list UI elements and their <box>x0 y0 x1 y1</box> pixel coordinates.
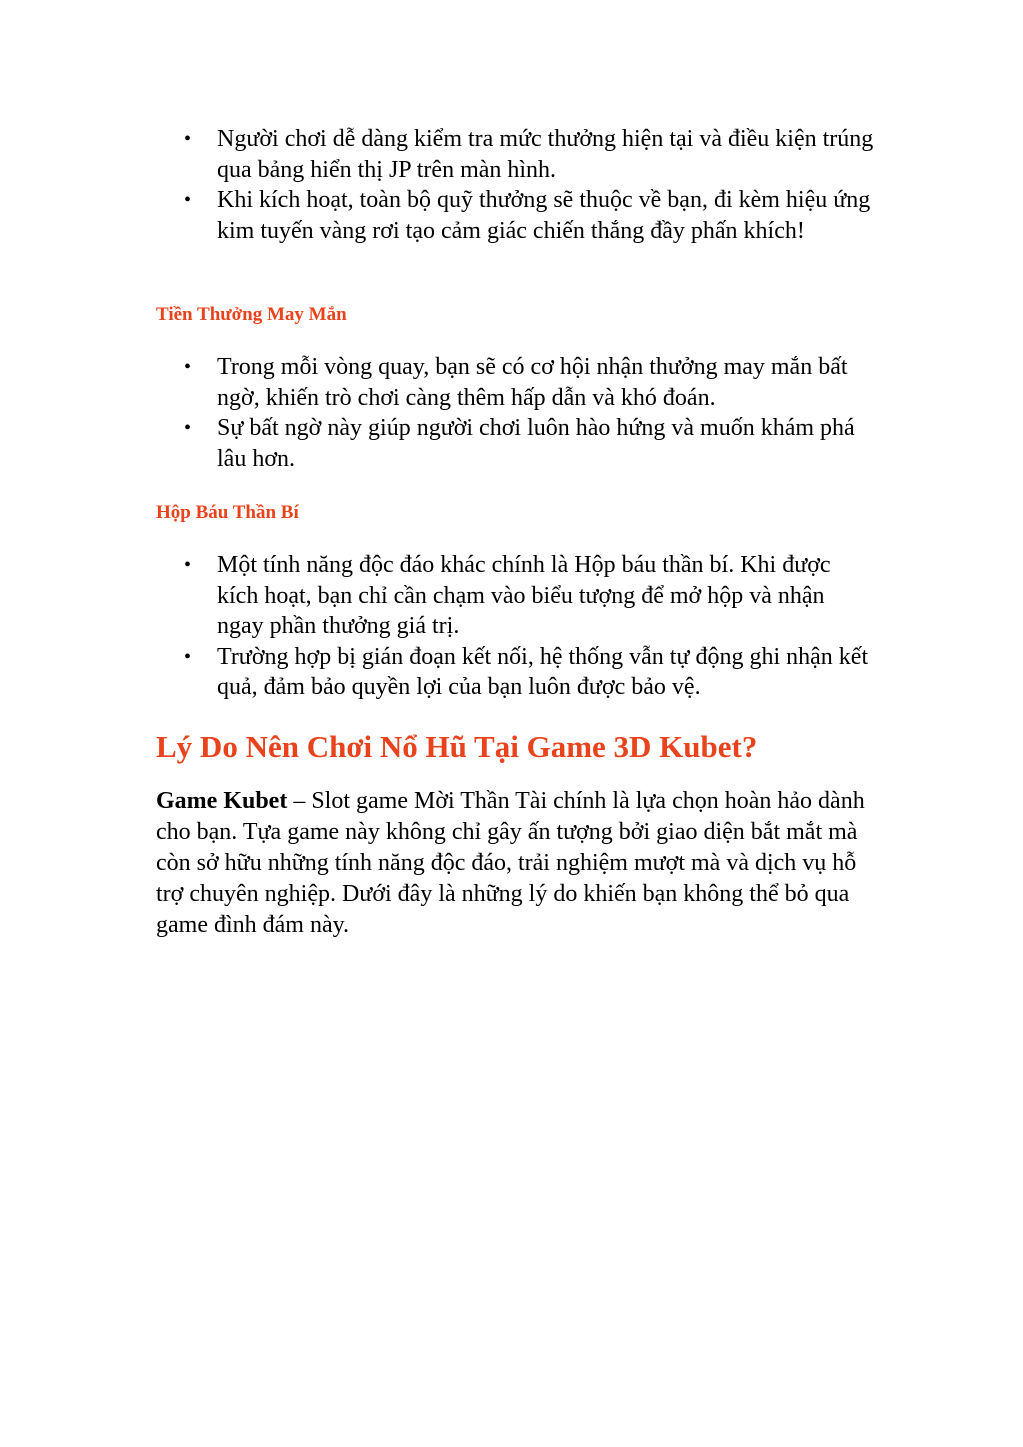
list-item-text: Trường hợp bị gián đoạn kết nối, hệ thống vẫn tự động ghi nhận kết quả, đảm bảo quyền lợi của bạn luôn được bảo vệ. <box>217 643 869 700</box>
bullet-icon: • <box>184 554 192 576</box>
bullet-icon: • <box>184 189 192 211</box>
bullet-list-jackpot <box>156 124 876 246</box>
list-item <box>156 124 876 185</box>
list-item <box>156 642 876 703</box>
list-item <box>156 550 876 642</box>
bullet-icon: • <box>184 417 192 439</box>
subheading-lucky-bonus: Tiền Thưởng May Mắn <box>156 304 347 325</box>
bullet-list-lucky-bonus <box>156 352 876 474</box>
section-heading-reasons: Lý Do Nên Chơi Nổ Hũ Tại Game 3D Kubet? <box>156 729 758 764</box>
list-item-text: Khi kích hoạt, toàn bộ quỹ thưởng sẽ thuộc về bạn, đi kèm hiệu ứng kim tuyến vàng rơi tạo cảm giác chiến thắng đầy phấn khích! <box>217 187 871 244</box>
list-item-text: Sự bất ngờ này giúp người chơi luôn hào hứng và muốn khám phá lâu hơn. <box>217 415 855 472</box>
subheading-mystery-box: Hộp Báu Thần Bí <box>156 502 299 523</box>
paragraph-lead-bold: Game Kubet <box>156 788 288 814</box>
paragraph-body: – Slot game Mời Thần Tài chính là lựa chọn hoàn hảo dành cho bạn. Tựa game này không chỉ gây ấn tượng bởi giao diện bắt mắt mà còn sở hữu những tính năng độc đáo, trải nghiệm mượt mà và dịch vụ hỗ trợ chuyên nghiệp. Dưới đây là những lý do khiến bạn không thể bỏ qua game đình đám này. <box>156 788 865 938</box>
list-item-text: Một tính năng độc đáo khác chính là Hộp báu thần bí. Khi được kích hoạt, bạn chỉ cần chạm vào biểu tượng để mở hộp và nhận ngay phần thưởng giá trị. <box>217 552 831 639</box>
bullet-list-mystery-box <box>156 550 876 703</box>
list-item-text: Người chơi dễ dàng kiểm tra mức thưởng hiện tại và điều kiện trúng qua bảng hiển thị JP trên màn hình. <box>217 126 874 183</box>
list-item <box>156 352 876 413</box>
list-item <box>156 413 876 474</box>
bullet-icon: • <box>184 645 192 668</box>
bullet-icon: • <box>184 128 192 150</box>
list-item-text: Trong mỗi vòng quay, bạn sẽ có cơ hội nhận thưởng may mắn bất ngờ, khiến trò chơi càng thêm hấp dẫn và khó đoán. <box>217 354 848 411</box>
reasons-paragraph <box>156 786 871 941</box>
bullet-icon: • <box>184 356 192 378</box>
list-item <box>156 185 876 246</box>
